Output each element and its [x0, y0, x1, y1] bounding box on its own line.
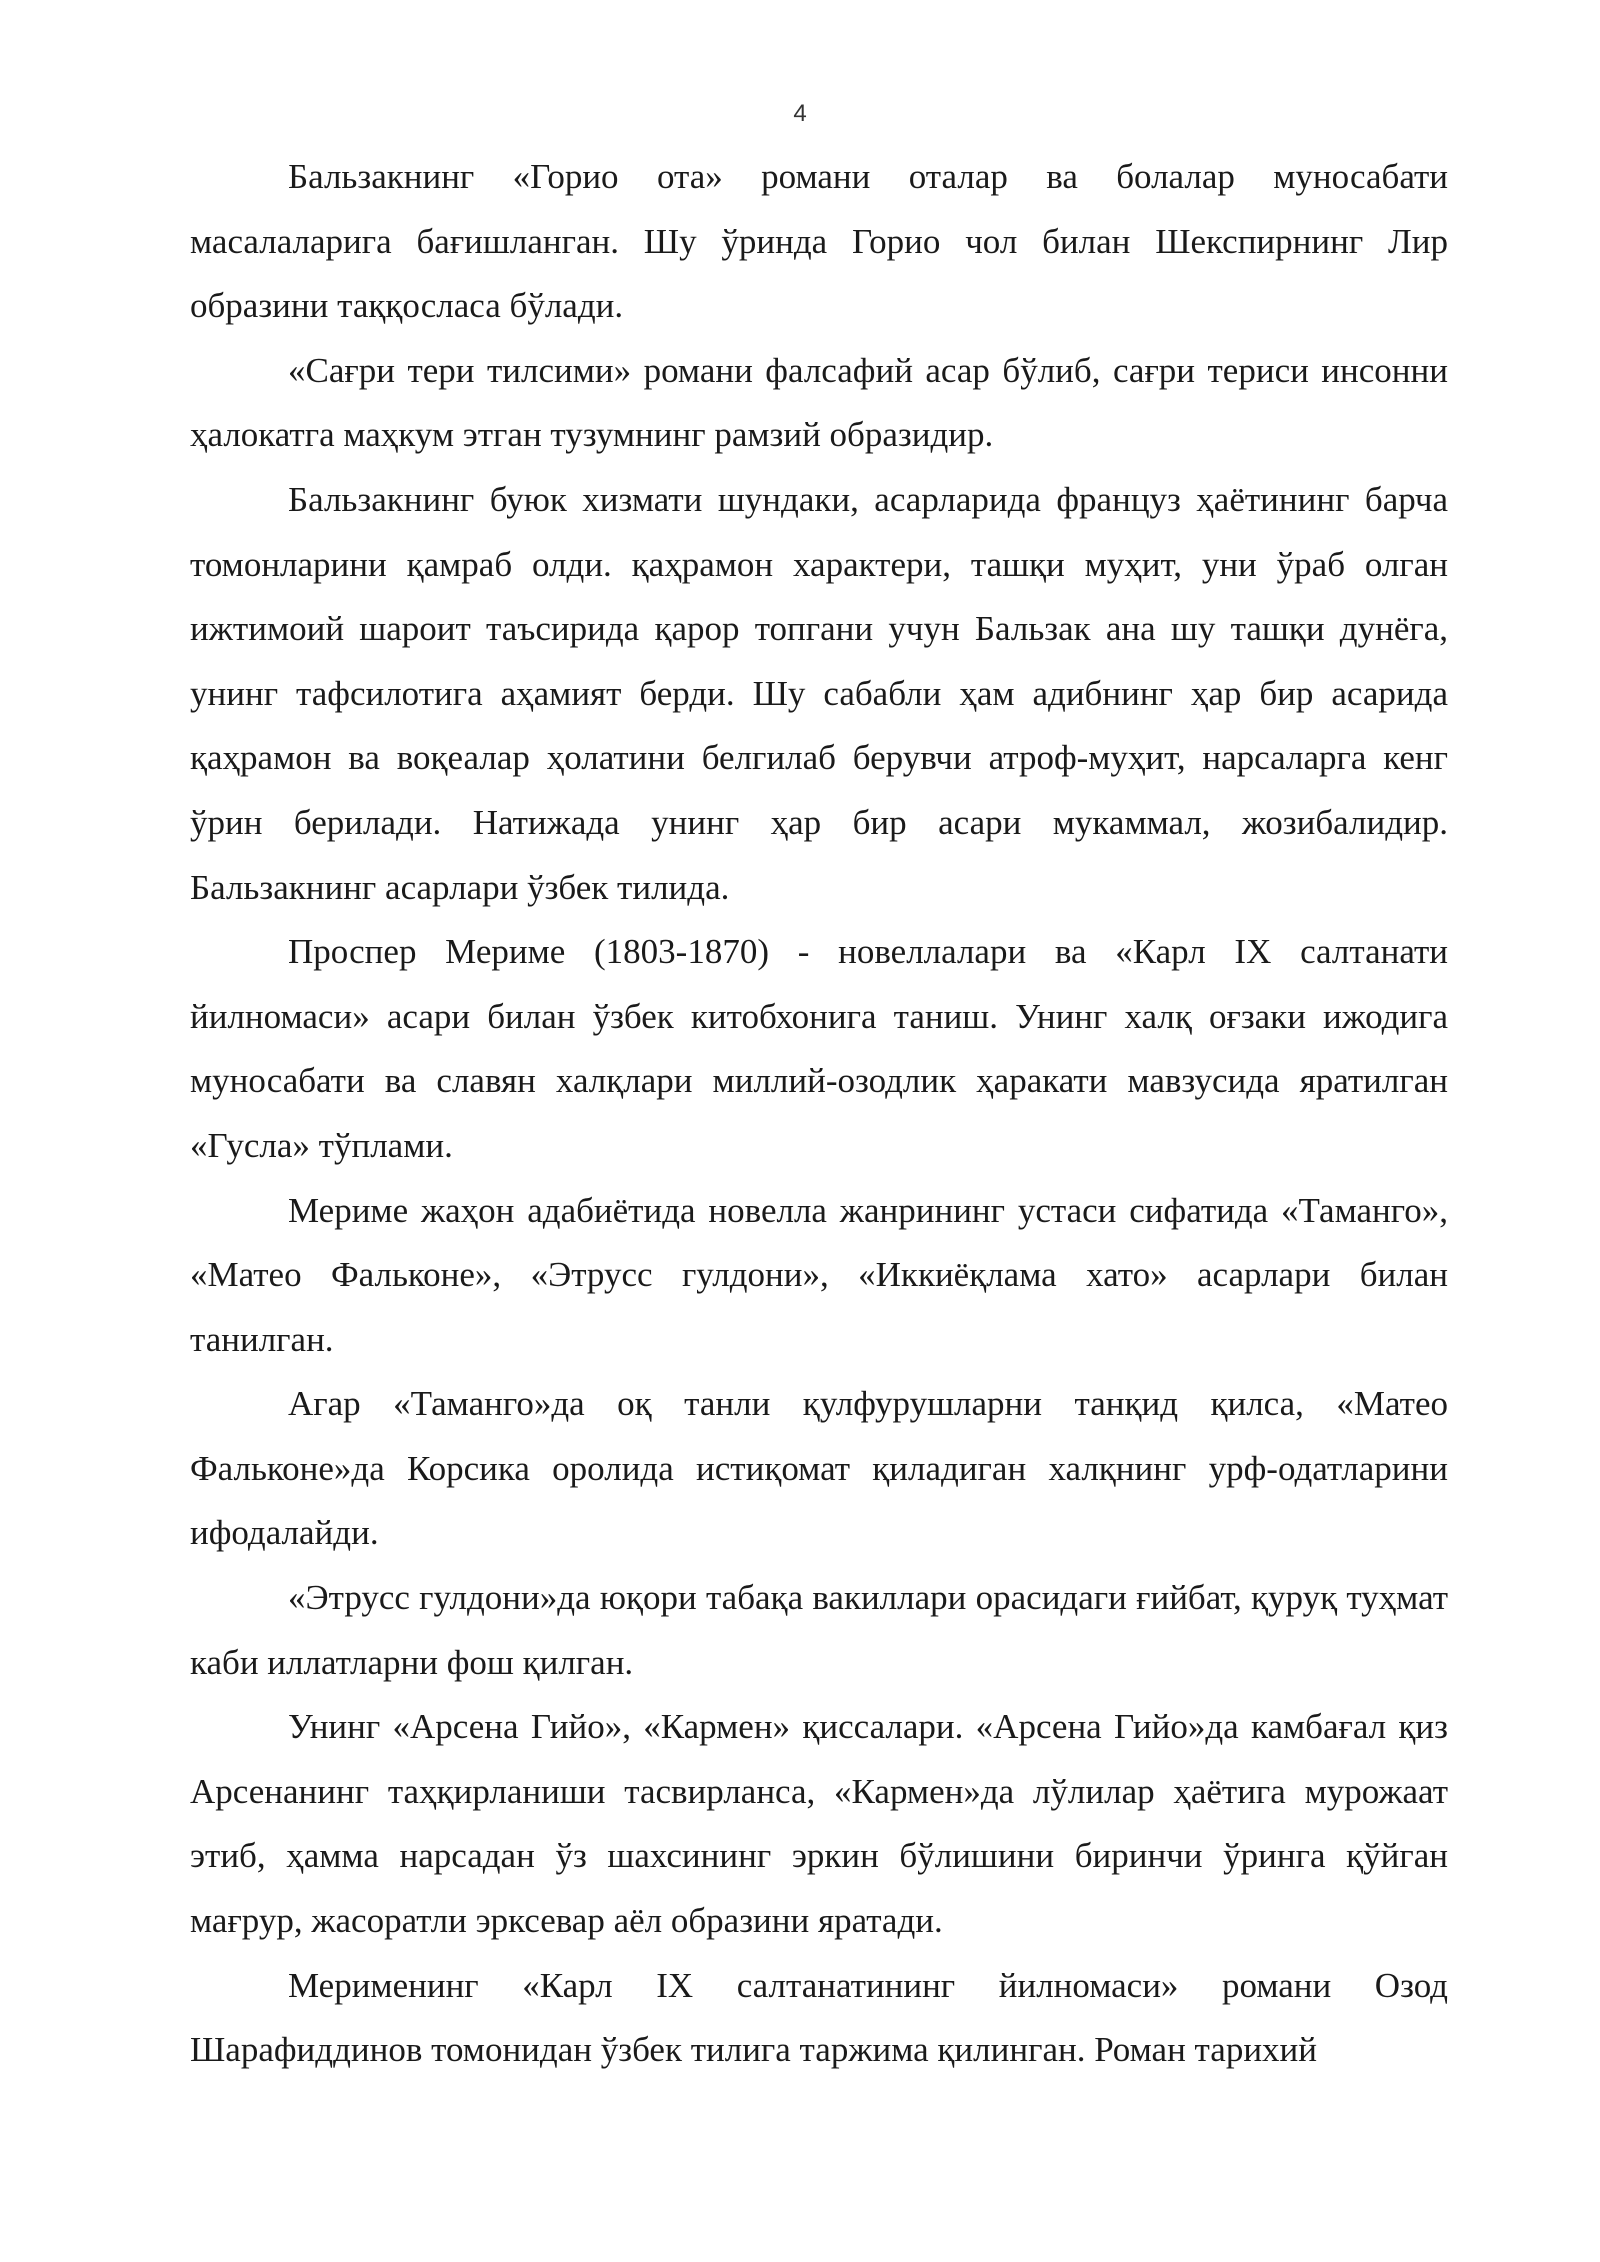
paragraph: Агар «Таманго»да оқ танли қулфурушларни танқид қилса, «Матео Фальконе»да Корсика оролида истиқомат қиладиган халқнинг урф-одатларини ифодалайди.: [190, 1384, 1448, 1553]
page-number: 4: [793, 100, 807, 127]
paragraph: Бальзакнинг буюк хизмати шундаки, асарларида француз ҳаётининг барча томонларини қамраб олди. қаҳрамон характери, ташқи муҳит, уни ўраб олган ижтимоий шароит таъсирида қарор топгани учун Бальзак ана шу ташқи дунёга, унинг тафсилотига аҳамият берди. Шу сабабли ҳам адибнинг ҳар бир асарида қаҳрамон ва воқеалар ҳолатини белгилаб берувчи атроф-муҳит, нарсаларга кенг ўрин берилади. Натижада унинг ҳар бир асари мукаммал, жозибалидир. Бальзакнинг асарлари ўзбек тилида.: [190, 479, 1448, 907]
paragraph: «Сағри тери тилсими» романи фалсафий асар бўлиб, сағри териси инсонни ҳалокатга маҳкум этган тузумнинг рамзий образидир.: [190, 350, 1448, 455]
paragraph: Мериме жаҳон адабиётида новелла жанрининг устаси сифатида «Таманго», «Матео Фальконе», «Этрусс гулдони», «Иккиёқлама хато» асарлари билан танилган.: [190, 1190, 1448, 1359]
paragraph: Унинг «Арсена Гийо», «Кармен» қиссалари. «Арсена Гийо»да камбағал қиз Арсенанинг таҳқирланиши тасвирланса, «Кармен»да лўлилар ҳаётига мурожаат этиб, ҳамма нарсадан ўз шахсининг эркин бўлишини биринчи ўринга қўйган мағрур, жасоратли эрксевар аёл образини яратади.: [190, 1707, 1448, 1941]
paragraph: Мерименинг «Карл IX салтанатининг йилномаси» романи Озод Шарафиддинов томонидан ўзбек тилига таржима қилинган. Роман тарихий: [190, 1965, 1448, 2070]
paragraph: «Этрусс гулдони»да юқори табақа вакиллари орасидаги ғийбат, қуруқ туҳмат каби иллатларни фош қилган.: [190, 1578, 1448, 1682]
paragraph: Проспер Мериме (1803-1870) - новеллалари ва «Карл IX салтанати йилномаси» асари билан ўзбек китобхонига таниш. Унинг халқ оғзаки ижодига муносабати ва славян халқлари миллий-озодлик ҳаракати мавзусида яратилган «Гусла» тўплами.: [190, 932, 1448, 1165]
paragraph: Бальзакнинг «Горио ота» романи оталар ва болалар муносабати масалаларига бағишланган. Шу ўринда Горио чол билан Шекспирнинг Лир образини таққосласа бўлади.: [190, 157, 1448, 326]
body-text: [190, 145, 1448, 2083]
